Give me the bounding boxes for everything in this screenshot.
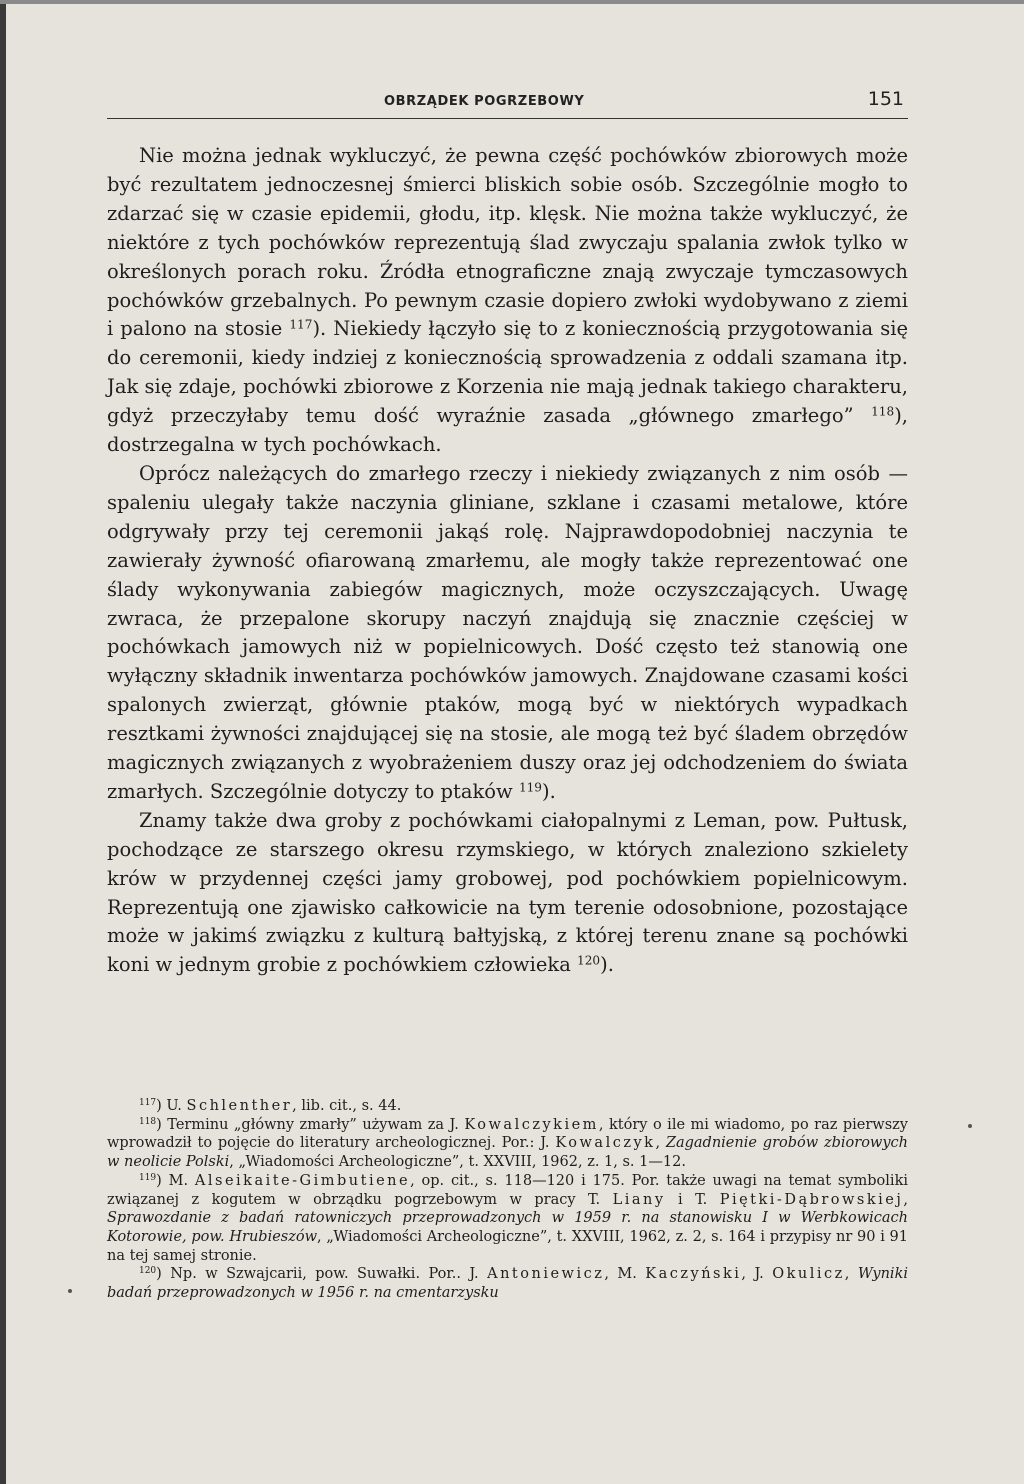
- main-text: [107, 142, 908, 980]
- footnote-text: ) M.: [156, 1172, 195, 1189]
- footnote-ref: 119: [518, 780, 542, 795]
- page-header: [107, 84, 908, 119]
- paragraph-text: Znamy także dwa groby z pochówkami ciałopalnymi z Leman, pow. Pułtusk, pochodzące ze starszego okresu rzymskiego, w których znaleziono szkielety krów w przydennej części jamy grobowej, pod pochówkiem popielnicowym. Reprezentują one zjawisko całkowicie na tym terenie odosobnione, pozostające może w jakimś związku z kulturą bałtyjską, z której terenu znane są pochówki koni w jednym grobie z pochówkiem człowieka: [107, 808, 908, 977]
- footnote-ref: 120: [577, 953, 601, 968]
- footnote-text: ,: [655, 1135, 666, 1152]
- footnote-text: ) Np. w Szwajcarii, pow. Suwałki. Por.. J.: [156, 1266, 488, 1283]
- footnote-author: Schlenther: [186, 1098, 293, 1114]
- footnote-item: [107, 1097, 908, 1116]
- footnote-text: , op. cit., s. 118—120 i 175. Por. także uwagi na temat symboliki związanej z kogutem w obrządku pogrzebowym w pracy T.: [107, 1172, 908, 1208]
- footnote-item: [107, 1265, 908, 1302]
- paragraph-1: [107, 142, 908, 460]
- paragraph-text: ).: [542, 779, 556, 803]
- footnote-author: Antoniewicz: [487, 1266, 605, 1283]
- footnote-author: Kowalczykiem: [464, 1116, 599, 1133]
- paragraph-text: Nie można jednak wykluczyć, że pewna część pochówków zbiorowych może być rezultatem jednoczesnej śmierci bliskich sobie osób. Szczególnie mogło to zdarzać się w czasie epidemii, głodu, itp. klęsk. Nie można także wykluczyć, że niektóre z tych pochówków reprezentują ślad zwyczaju spalania zwłok tylko w określonych porach roku. Źródła etnograficzne znają zwyczaje tymczasowych pochówków grzebalnych. Po pewnym czasie dopiero zwłoki wydobywano z ziemi i palono na stosie: [107, 144, 908, 341]
- footnote-author: Kowalczyk: [555, 1135, 656, 1152]
- paragraph-3: [107, 807, 908, 980]
- paragraph-2: [107, 460, 908, 807]
- paragraph-text: ). Niekiedy łączyło się to z koniecznością przygotowania się do ceremonii, kiedy indziej z koniecznością sprowadzenia z oddali szamana itp. Jak się zdaje, pochówki zbiorowe z Korzenia nie mają jednak takiego charakteru, gdyż przeczyłaby temu dość wyraźnie zasada „głównego zmarłego”: [107, 317, 908, 428]
- footnote-author: Alseikaite-Gimbutiene: [194, 1172, 411, 1189]
- paragraph-text: ).: [600, 953, 614, 977]
- footnote-number: 119: [139, 1172, 157, 1183]
- footnote-title: Sprawozdanie z badań ratowniczych przeprowadzonych w 1959 r. na stanowisku I w Werbkowicach Kotorowie, pow. Hrubieszów: [107, 1210, 908, 1245]
- footnote-number: 120: [139, 1266, 157, 1277]
- footnote-text: , J.: [741, 1266, 773, 1283]
- footnote-text: ,: [844, 1266, 858, 1283]
- footnote-item: [107, 1172, 908, 1266]
- footnote-text: ,: [903, 1191, 908, 1208]
- footnote-title: Wyniki badań przeprowadzonych w 1956 r. na cmentarzysku: [107, 1266, 908, 1302]
- footnotes: [107, 1097, 908, 1303]
- footnote-author: Piętki-Dąbrowskiej: [719, 1191, 904, 1208]
- page-left-edge: [0, 0, 6, 1484]
- footnote-text: , który o ile mi wiadomo, po raz pierwszy wprowadził to pojęcie do literatury archeologicznej. Por.: J.: [107, 1116, 908, 1152]
- page-number: 151: [867, 88, 904, 110]
- footnote-ref: 118: [871, 404, 895, 419]
- footnote-text: i T.: [665, 1191, 720, 1208]
- footnote-text: , M.: [604, 1266, 646, 1283]
- paragraph-text: ), dostrzegalna w tych pochówkach.: [107, 404, 908, 457]
- paragraph-text: Oprócz należących do zmarłego rzeczy i niekiedy związanych z nim osób — spaleniu ulegały także naczynia gliniane, szklane i czasami metalowe, które odgrywały przy tej ceremonii jakąś rolę. Najprawdopodobniej naczynia te zawierały żywność ofiarowaną zmarłemu, ale mogły także reprezentować one ślady wykonywania zabiegów magicznych, może oczyszczających. Uwagę zwraca, że przepalone skorupy naczyń znajdują się znacznie częściej w pochówkach jamowych niż w popielnicowych. Dość często też stanowią one wyłączny składnik inwentarza pochówków jamowych. Znajdowane czasami kości spalonych zwierząt, głównie ptaków, mogą być w niektórych wypadkach resztkami żywności znajdującej się na stosie, ale mogą też być śladem obrzędów magicznych związanych z wyobrażeniem duszy oraz jej odchodzeniem do świata zmarłych. Szczególnie dotyczy to ptaków: [107, 461, 908, 803]
- page-top-edge: [0, 0, 1024, 4]
- footnote-number: 118: [139, 1116, 157, 1127]
- footnote-item: [107, 1116, 908, 1172]
- footnote-text: ) U.: [156, 1098, 187, 1114]
- speck-mark: [968, 1124, 972, 1128]
- running-title: OBRZĄDEK POGRZEBOWY: [384, 94, 585, 109]
- footnote-text: , „Wiadomości Archeologiczne”, t. XXVIII, 1962, z. 2, s. 164 i przypisy nr 90 i 91 na tej samej stronie.: [107, 1228, 909, 1264]
- footnote-author: Okulicz: [772, 1266, 845, 1283]
- footnote-number: 117: [139, 1098, 157, 1109]
- footnote-text: , „Wiadomości Archeologiczne”, t. XXVIII, 1962, z. 1, s. 1—12.: [229, 1154, 686, 1171]
- footnote-text: , lib. cit., s. 44.: [292, 1098, 402, 1114]
- footnote-title: Zagadnienie grobów zbiorowych w neolicie Polski: [107, 1135, 908, 1171]
- footnote-author: Kaczyński: [645, 1266, 742, 1283]
- footnote-text: ) Terminu „główny zmarły” używam za J.: [156, 1116, 465, 1133]
- speck-mark: [68, 1289, 72, 1293]
- footnote-author: Liany: [612, 1191, 666, 1208]
- footnote-ref: 117: [289, 317, 313, 332]
